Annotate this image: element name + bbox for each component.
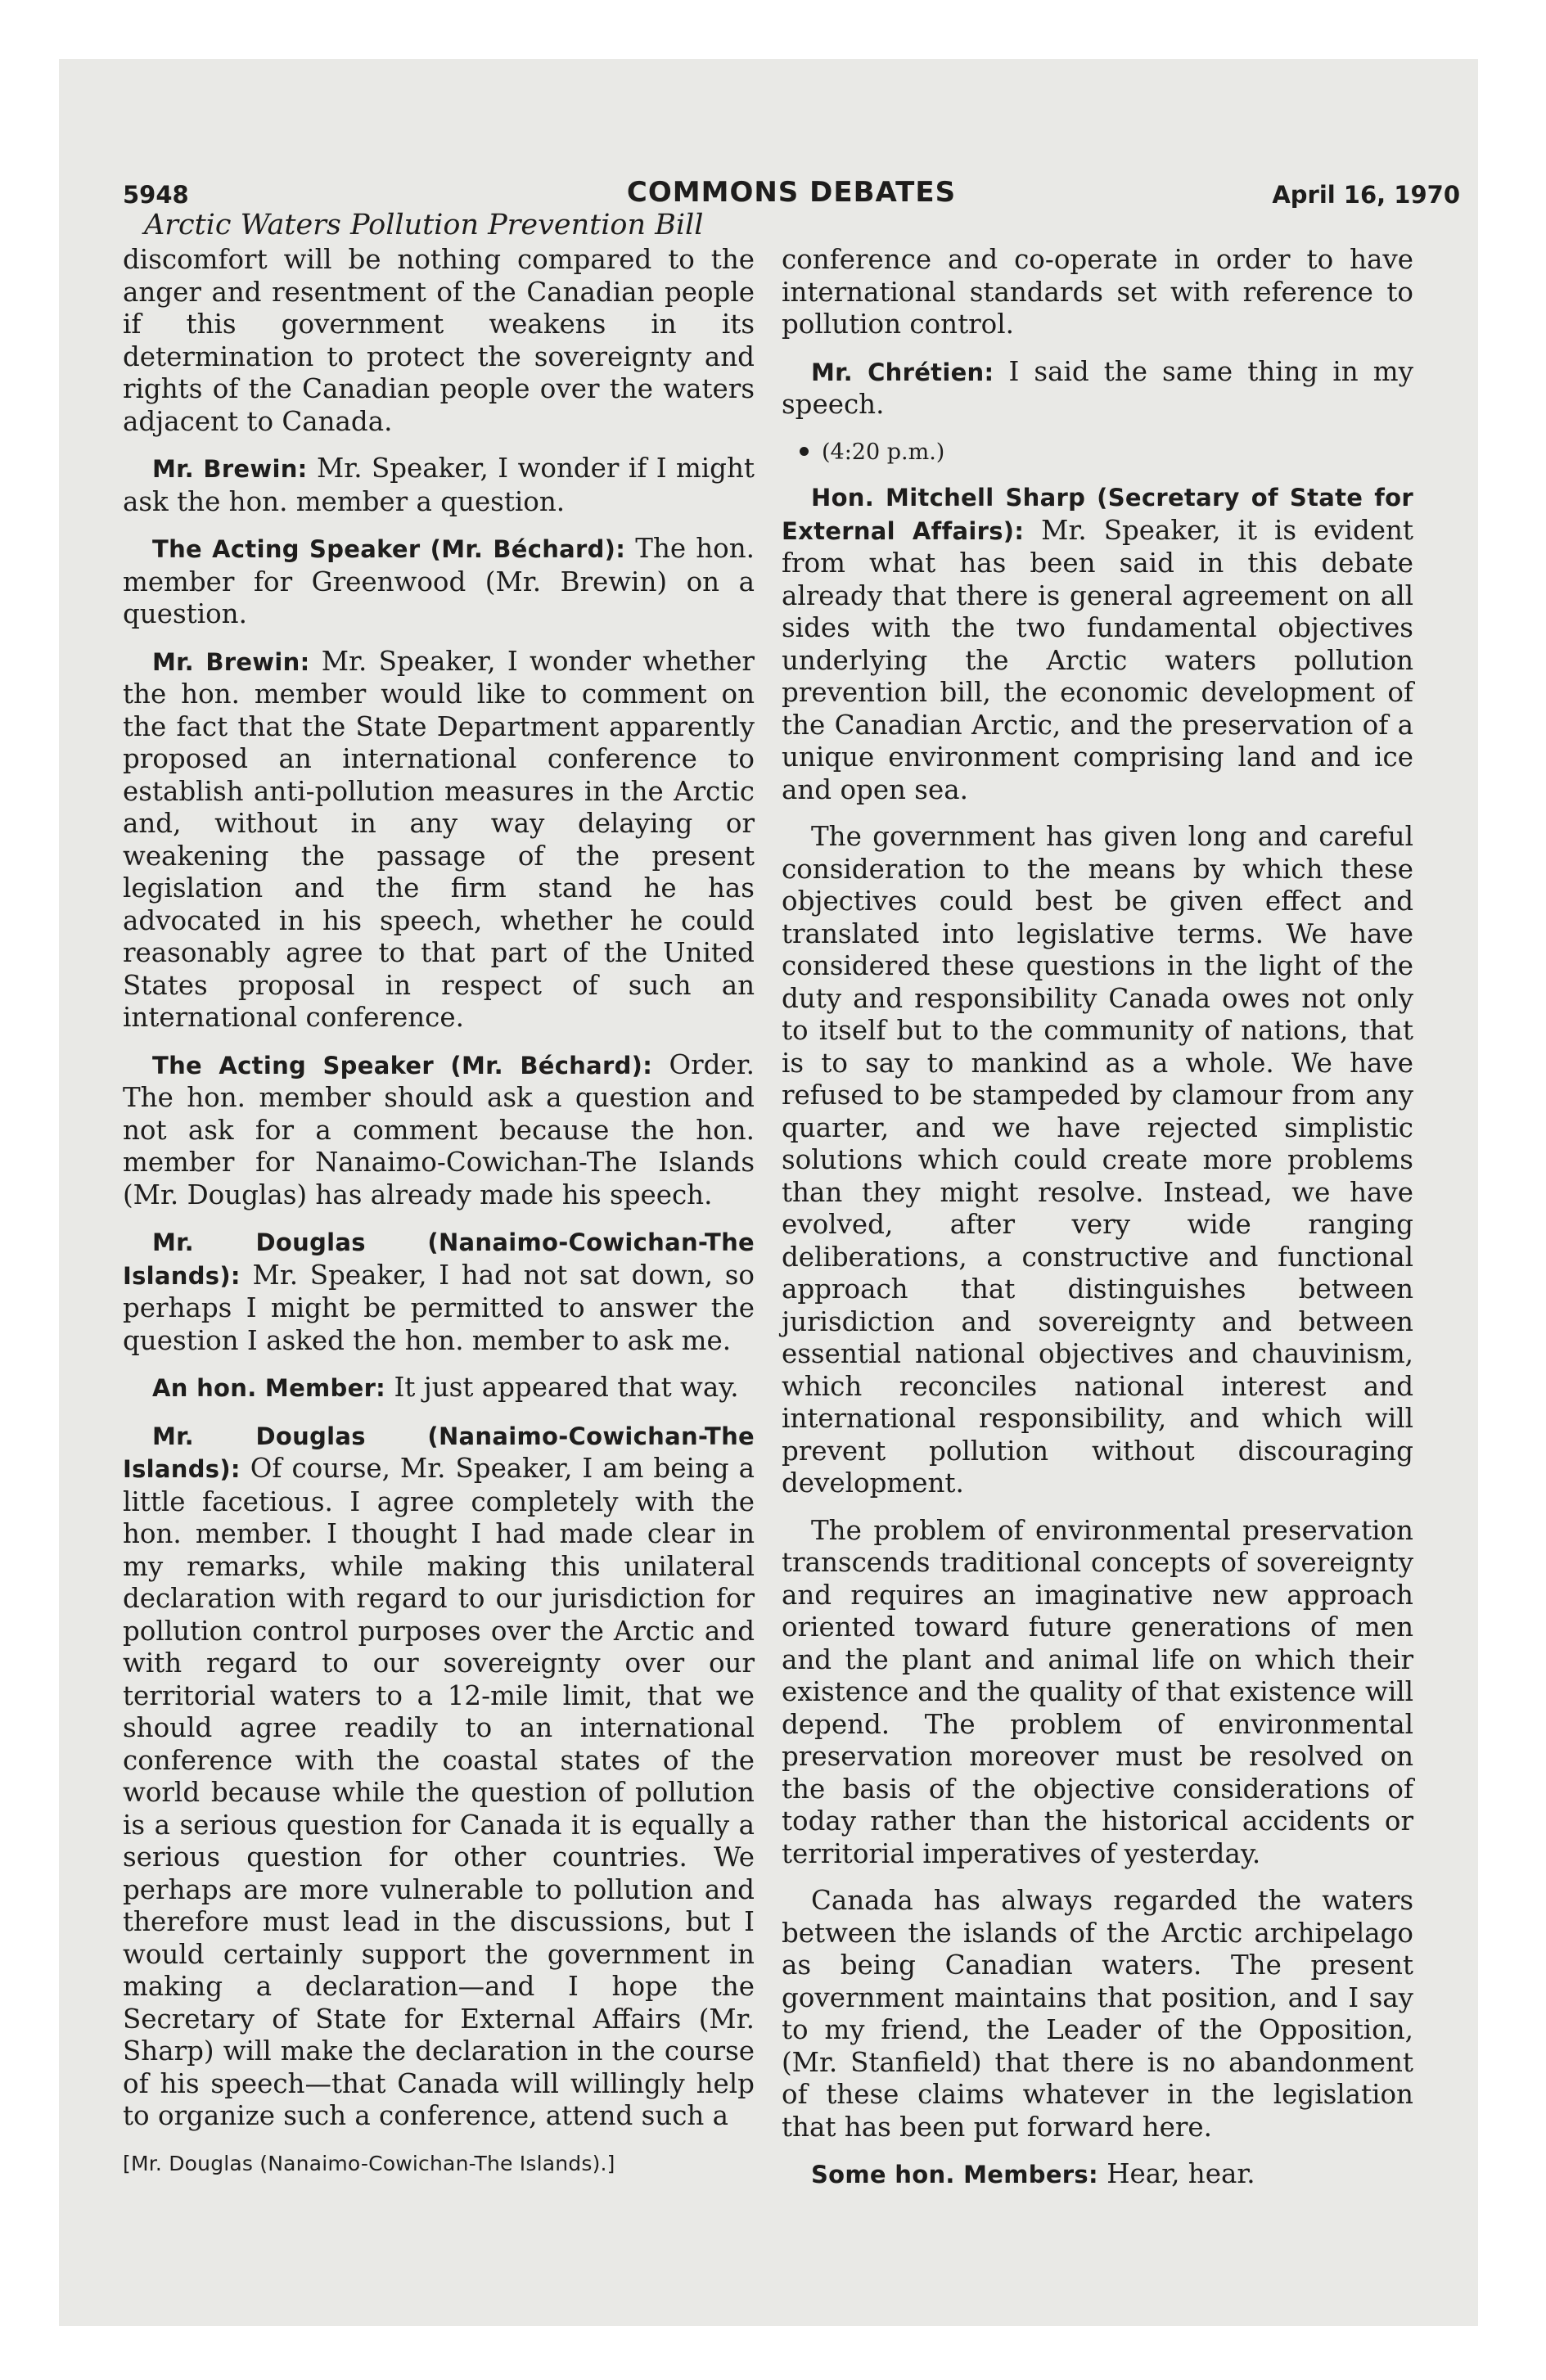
right-column [782,244,1413,2206]
speaker-attribution: [Mr. Douglas (Nanaimo-Cowichan-The Islands).] [123,2151,615,2175]
paragraph [123,1226,755,1357]
paragraph-text: discomfort will be nothing compared to the anger and resentment of the Canadian people if this government weakens in its determination to protect the sovereignty and rights of the Canadian people over the waters adjacent to Canada. [123,244,755,437]
paragraph-text: Mr. Speaker, I had not sat down, so perhaps I might be permitted to answer the question I asked the hon. member to ask me. [123,1259,755,1356]
paragraph-text: The government has given long and careful consideration to the means by which these objectives could best be given effect and translated into legislative terms. We have considered these questions in the light of the duty and responsibility Canada owes not only to itself but to the community of nations, that is to say to mankind as a whole. We have refused to be stampeded by clamour from any quarter, and we have rejected simplistic solutions which could create more problems than they might resolve. Instead, we have evolved, after very wide ranging deliberations, a constructive and functional approach that distinguishes between jurisdiction and sovereignty and between essential national objectives and chauvinism, which reconciles national interest and international responsibility, and which will prevent pollution without discouraging development. [782,821,1413,1499]
paragraph-text: The problem of environmental preservation transcends traditional concepts of sovereignty and requires an imaginative new approach oriented toward future generations of men and the plant and animal life on which their existence and the quality of that existence will depend. The problem of environmental preservation moreover must be resolved on the basis of the objective considerations of today rather than the historical accidents or territorial imperatives of yesterday. [782,1514,1413,1869]
paragraph [782,356,1413,421]
speaker-name: The Acting Speaker (Mr. Béchard): [152,535,626,563]
paragraph-text: conference and co-operate in order to have international standards set with reference to pollution control. [782,244,1413,340]
paragraph [123,1049,755,1212]
paragraph [123,646,755,1034]
publication-title: COMMONS DEBATES [626,176,957,209]
publication-date: April 16, 1970 [1272,181,1460,209]
time-stamp [782,436,1413,469]
speaker-name: Hon. Mitchell Sharp (Secretary of State for External Affairs): [782,484,1413,545]
left-column [123,244,755,2179]
paragraph-text: Mr. Speaker, I wonder if I might ask the hon. member a question. [123,453,755,517]
speaker-name: Some hon. Members: [811,2161,1098,2188]
paragraph [782,1515,1413,1871]
speaker-name: The Acting Speaker (Mr. Béchard): [152,1051,653,1080]
speaker-name: Mr. Brewin: [152,455,308,483]
paragraph [123,453,755,518]
paragraph [782,821,1413,1500]
paragraph [782,244,1413,341]
paragraph-text: Hear, hear. [1107,2158,1255,2189]
time-text: (4:20 p.m.) [822,439,945,465]
paragraph-text: The hon. member for Greenwood (Mr. Brewin) on a question. [123,533,755,629]
paragraph [123,533,755,631]
paragraph-text: It just appeared that way. [394,1372,739,1403]
paragraph [123,244,755,438]
speaker-name: Mr. Chrétien: [811,358,994,386]
paragraph-text: Mr. Speaker, it is evident from what has been said in this debate already that there is general agreement on all sides with the two fundamental objectives underlying the Arctic waters pollution prevention bill, the economic development of the Canadian Arctic, and the preservation of a unique environment comprising land and ice and open sea. [782,514,1413,805]
speaker-name: An hon. Member: [152,1374,386,1402]
bill-subject: Arctic Waters Pollution Prevention Bill [144,209,704,241]
paragraph-text: Canada has always regarded the waters between the islands of the Arctic archipelago as being Canadian waters. The present government maintains that position, and I say to my friend, the Leader of the Opposition, (Mr. Stanfield) that there is no abandonment of these claims whatever in the legislation that has been put forward here. [782,1885,1413,2143]
bullet-icon [800,447,809,456]
speaker-name: Mr. Douglas (Nanaimo-Cowichan-The Islands): [123,1422,755,1483]
paragraph [782,2158,1413,2192]
speaker-name: Mr. Douglas (Nanaimo-Cowichan-The Islands): [123,1228,755,1290]
paragraph-text: Mr. Speaker, I wonder whether the hon. member would like to comment on the fact that the State Department apparently proposed an international conference to establish anti-pollution measures in the Arctic and, without in any way delaying or weakening the passage of the present legislation and the firm stand he has advocated in his speech, whether he could reasonably agree to that part of the United States proposal in respect of such an international conference. [123,645,755,1033]
page-number: 5948 [123,181,189,209]
paragraph-text: Order. The hon. member should ask a question and not ask for a comment because the hon. member for Nanaimo-Cowichan-The Islands (Mr. Douglas) has already made his speech. [123,1048,755,1210]
paragraph [123,1420,755,2133]
speaker-name: Mr. Brewin: [152,647,310,676]
paragraph-text: Of course, Mr. Speaker, I am being a little facetious. I agree completely with the hon. member. I thought I had made clear in my remarks, while making this unilateral declaration with regard to our jurisdiction for pollution control purposes over the Arctic and with regard to our sovereignty over our territorial waters to a 12-mile limit, that we should agree readily to an international conference with the coastal states of the world because while the question of pollution is a serious question for Canada it is equally a serious question for other countries. We perhaps are more vulnerable to pollution and therefore must lead in the discussions, but I would certainly support the government in making a declaration—and I hope the Secretary of State for External Affairs (Mr. Sharp) will make the declaration in the course of his speech—that Canada will willingly help to organize such a conference, attend such a [123,1453,755,2131]
paragraph [782,481,1413,806]
paragraph-text: I said the same thing in my speech. [782,355,1413,420]
paragraph [782,1885,1413,2143]
paragraph [123,1372,755,1405]
